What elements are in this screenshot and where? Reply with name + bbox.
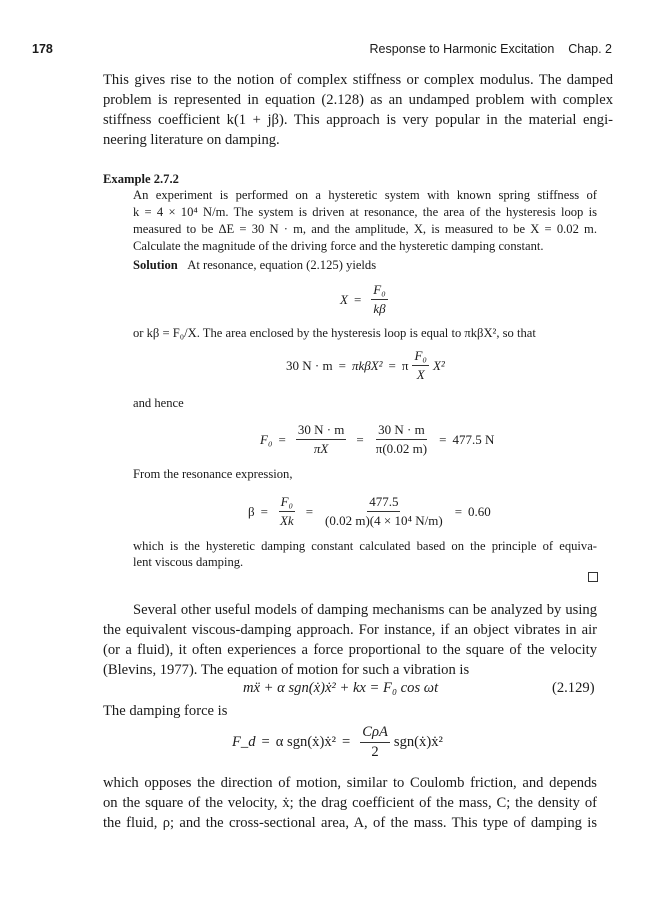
text-line: or kβ = F₀/X. The area enclosed by the hysteresis loop is equal to πkβX², so that <box>133 326 536 340</box>
text-line: which is the hysteretic damping constant calculated based on the principle of equiva- <box>133 539 597 553</box>
denominator: πX <box>313 441 329 456</box>
denominator: (0.02 m)(4 × 10⁴ N/m) <box>325 513 443 528</box>
text-line: This gives rise to the notion of complex stiffness or complex modulus. The damped <box>103 72 613 88</box>
eq-op: = <box>388 357 396 373</box>
eq-op: = <box>305 503 314 519</box>
equation-number <box>552 680 595 697</box>
text-line: the equivalent viscous-damping approach. For instance, if an object vibrates in air <box>103 622 597 638</box>
text-line: measured to be ΔE = 30 N · m, and the amplitude, X, is measured to be X = 0.02 m. <box>133 222 597 236</box>
text-line: The damping force is <box>103 703 228 719</box>
text-line: problem is represented in equation (2.128) as an undamped problem with complex <box>103 92 613 108</box>
denominator: X <box>416 367 425 382</box>
numerator: 30 N · m <box>376 422 427 440</box>
text-line: (Blevins, 1977). The equation of motion for such a vibration is <box>103 662 470 678</box>
equation-damping-force <box>232 724 443 761</box>
eq-expression: mẍ + α sgn(ẋ)ẋ² + kx = F₀ cos ωt <box>243 680 439 696</box>
text-line: on the square of the velocity, ẋ; the drag coefficient of the mass, C; the density of <box>103 795 597 811</box>
eq-op: = <box>260 503 268 519</box>
eq-term: F_d <box>232 734 256 750</box>
eq-term: X² <box>432 357 445 373</box>
equation-beta <box>248 494 491 529</box>
eq-term: πkβX² <box>351 357 383 373</box>
numerator: 30 N · m <box>296 422 347 440</box>
fraction <box>412 348 428 383</box>
text-line: (or a fluid), it often experiences a force proportional to the square of the velocity <box>103 642 597 658</box>
text-line: k = 4 × 10⁴ N/m. The system is driven at resonance, the area of the hysteresis loop is <box>133 205 597 219</box>
text-line: An experiment is performed on a hysteretic system with known spring stiffness of <box>133 188 597 202</box>
text-line: stiffness coefficient k(1 + jβ). This approach is very popular in the material engi- <box>103 112 613 128</box>
denominator: π(0.02 m) <box>375 441 428 456</box>
eq-term: 30 N · m <box>286 357 333 373</box>
text-line: Calculate the magnitude of the driving force and the hysteretic damping constant. <box>133 239 544 253</box>
fraction <box>360 724 390 761</box>
numerator: CρA <box>360 724 390 743</box>
fraction <box>278 494 296 529</box>
eq-op: = <box>338 357 346 373</box>
equation-f0 <box>260 422 494 457</box>
solution-label: Solution <box>133 258 178 272</box>
eq-term: X <box>340 291 348 307</box>
text-line: which opposes the direction of motion, similar to Coulomb friction, and depends <box>103 775 597 791</box>
eq-term: π <box>401 357 409 373</box>
numerator: F₀ <box>412 348 428 366</box>
fraction <box>371 282 387 317</box>
equation-area <box>286 348 445 383</box>
eq-op: = <box>342 734 351 750</box>
eq-result: 477.5 N <box>452 431 495 447</box>
numerator: 477.5 <box>367 494 400 512</box>
fraction <box>296 422 347 457</box>
page-number: 178 <box>32 42 53 56</box>
solution-text: At resonance, equation (2.125) yields <box>187 258 377 272</box>
fraction <box>374 422 429 457</box>
text-line: the fluid, ρ; and the cross-sectional area, A, of the mass. This type of damping is <box>103 815 597 831</box>
denominator: Xk <box>279 513 294 528</box>
equation-2-129 <box>243 680 438 697</box>
eq-op: = <box>353 291 362 307</box>
numerator: F₀ <box>279 494 295 512</box>
example-title: Example 2.7.2 <box>103 172 179 186</box>
eq-op: = <box>356 431 364 447</box>
numerator: F₀ <box>371 282 387 300</box>
text-line: Several other useful models of damping mechanisms can be analyzed by using <box>133 602 597 618</box>
fraction <box>323 494 445 529</box>
eq-term: α sgn(ẋ)ẋ² <box>275 734 337 750</box>
equation-x <box>340 282 392 317</box>
eq-term: F₀ <box>260 431 273 447</box>
running-header: Response to Harmonic Excitation Chap. 2 <box>369 42 612 56</box>
eq-term: sgn(ẋ)ẋ² <box>393 734 443 750</box>
text-line: From the resonance expression, <box>133 467 293 481</box>
text-line: neering literature on damping. <box>103 132 280 148</box>
eq-op: = <box>278 431 286 447</box>
text-line: and hence <box>133 396 184 410</box>
eq-op: = <box>439 431 447 447</box>
denominator: 2 <box>371 744 379 760</box>
solution-line <box>133 258 597 273</box>
eq-term: β <box>248 503 255 519</box>
end-of-example-icon <box>588 572 598 582</box>
eq-result: 0.60 <box>468 503 491 519</box>
eq-number: (2.129) <box>552 680 595 696</box>
text-line: lent viscous damping. <box>133 555 244 569</box>
eq-op: = <box>454 503 463 519</box>
denominator: kβ <box>373 301 386 316</box>
eq-op: = <box>261 734 270 750</box>
